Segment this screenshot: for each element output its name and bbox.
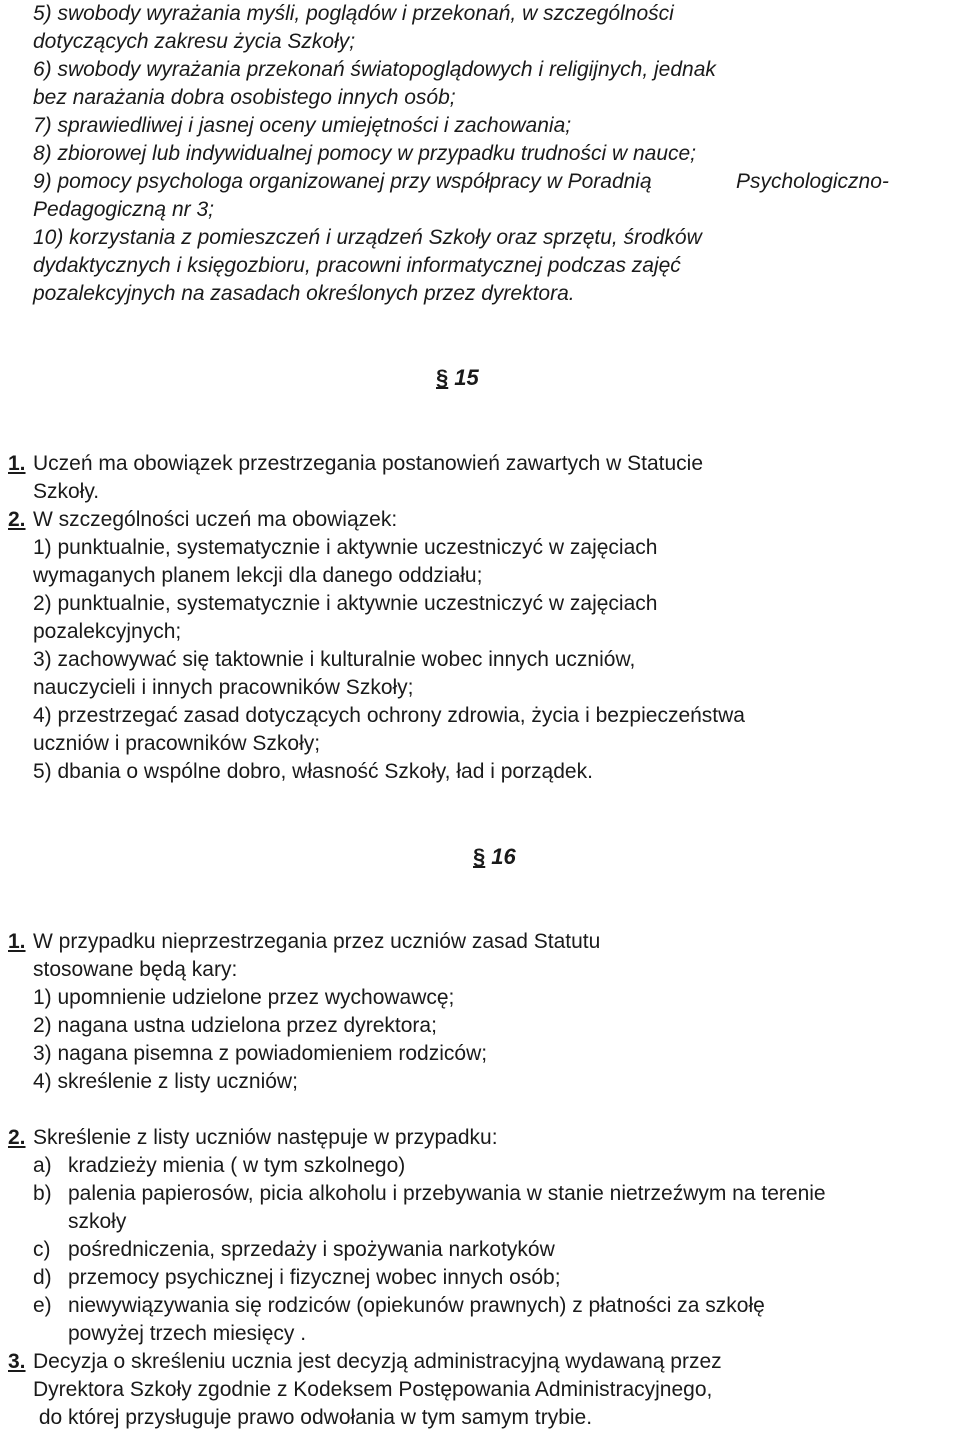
duty-item-3-line1: 3) zachowywać się taktownie i kulturalnie wobec innych uczniów, <box>33 648 636 671</box>
rights-item-7: 7) sprawiedliwej i jasnej oceny umiejętności i zachowania; <box>33 114 572 137</box>
removal-item-e-marker: e) <box>33 1294 52 1317</box>
duty-item-4-line1: 4) przestrzegać zasad dotyczących ochrony zdrowia, życia i bezpieczeństwa <box>33 704 745 727</box>
duty-item-4-line2: uczniów i pracowników Szkoły; <box>33 732 321 755</box>
section-15-number: 15 <box>454 365 479 390</box>
section-16-heading <box>473 846 516 868</box>
rights-item-5-line1: 5) swobody wyrażania myśli, poglądów i przekonań, w szczególności <box>33 2 674 25</box>
rights-item-9-line1: 9) pomocy psychologa organizowanej przy współpracy w Poradnią <box>33 170 652 193</box>
paragraph-1-line1: Uczeń ma obowiązek przestrzegania postanowień zawartych w Statucie <box>33 452 704 475</box>
rights-item-6-line1: 6) swobody wyrażania przekonań światopoglądowych i religijnych, jednak <box>33 58 716 81</box>
section-symbol-icon: § <box>473 844 486 869</box>
rights-item-6-line2: bez narażania dobra osobistego innych osób; <box>33 86 456 109</box>
rights-item-9-line2: Pedagogiczną nr 3; <box>33 198 214 221</box>
rights-item-9-line1-end: Psychologiczno- <box>736 170 889 193</box>
removal-item-c-marker: c) <box>33 1238 51 1261</box>
rights-item-10-line3: pozalekcyjnych na zasadach określonych przez dyrektora. <box>33 282 575 305</box>
rights-item-5-line2: dotyczących zakresu życia Szkoły; <box>33 30 356 53</box>
section-16-number: 16 <box>491 844 516 869</box>
penalty-item-3: 3) nagana pisemna z powiadomieniem rodziców; <box>33 1042 488 1065</box>
decision-paragraph-3-line1: Decyzja o skreśleniu ucznia jest decyzją administracyjną wydawaną przez <box>33 1350 722 1373</box>
decision-paragraph-3-number: 3. <box>8 1350 26 1373</box>
removal-item-e-line1: niewywiązywania się rodziców (opiekunów prawnych) z płatności za szkołę <box>68 1294 765 1317</box>
paragraph-1-line2: Szkoły. <box>33 480 100 503</box>
removal-item-a: kradzieży mienia ( w tym szkolnego) <box>68 1154 406 1177</box>
removal-item-b-marker: b) <box>33 1182 52 1205</box>
removal-item-b-line1: palenia papierosów, picia alkoholu i przebywania w stanie nietrzeźwym na terenie <box>68 1182 826 1205</box>
rights-item-10-line1: 10) korzystania z pomieszczeń i urządzeń Szkoły oraz sprzętu, środków <box>33 226 702 249</box>
paragraph-2-line1: W szczególności uczeń ma obowiązek: <box>33 508 398 531</box>
paragraph-1-number: 1. <box>8 452 26 475</box>
duty-item-1-line1: 1) punktualnie, systematycznie i aktywnie uczestniczyć w zajęciach <box>33 536 658 559</box>
section-symbol-icon: § <box>436 365 449 390</box>
removal-item-a-marker: a) <box>33 1154 52 1177</box>
removal-item-c: pośredniczenia, sprzedaży i spożywania narkotyków <box>68 1238 555 1261</box>
removal-item-b-line2: szkoły <box>68 1210 127 1233</box>
duty-item-5: 5) dbania o wspólne dobro, własność Szkoły, ład i porządek. <box>33 760 593 783</box>
rights-item-10-line2: dydaktycznych i księgozbioru, pracowni informatycznej podczas zajęć <box>33 254 681 277</box>
penalty-line: stosowane będą kary: <box>33 958 238 981</box>
removal-paragraph-2-line1: Skreślenie z listy uczniów następuje w przypadku: <box>33 1126 498 1149</box>
penalty-paragraph-1-line1: W przypadku nieprzestrzegania przez uczniów zasad Statutu <box>33 930 601 953</box>
decision-paragraph-3-line3: do której przysługuje prawo odwołania w tym samym trybie. <box>33 1406 593 1429</box>
penalty-item-4: 4) skreślenie z listy uczniów; <box>33 1070 298 1093</box>
duty-item-3-line2: nauczycieli i innych pracowników Szkoły; <box>33 676 414 699</box>
rights-item-8: 8) zbiorowej lub indywidualnej pomocy w przypadku trudności w nauce; <box>33 142 697 165</box>
removal-item-e-line2: powyżej trzech miesięcy . <box>68 1322 307 1345</box>
duty-item-1-line2: wymaganych planem lekcji dla danego oddziału; <box>33 564 483 587</box>
removal-paragraph-2-number: 2. <box>8 1126 26 1149</box>
decision-paragraph-3-line2: Dyrektora Szkoły zgodnie z Kodeksem Postępowania Administracyjnego, <box>33 1378 713 1401</box>
removal-item-d: przemocy psychicznej i fizycznej wobec innych osób; <box>68 1266 561 1289</box>
penalty-paragraph-1-number: 1. <box>8 930 26 953</box>
penalty-item-1: 1) upomnienie udzielone przez wychowawcę; <box>33 986 455 1009</box>
paragraph-2-number: 2. <box>8 508 26 531</box>
removal-item-d-marker: d) <box>33 1266 52 1289</box>
duty-item-2-line2: pozalekcyjnych; <box>33 620 182 643</box>
section-15-heading <box>436 367 479 389</box>
duty-item-2-line1: 2) punktualnie, systematycznie i aktywnie uczestniczyć w zajęciach <box>33 592 658 615</box>
penalty-item-2: 2) nagana ustna udzielona przez dyrektora; <box>33 1014 437 1037</box>
